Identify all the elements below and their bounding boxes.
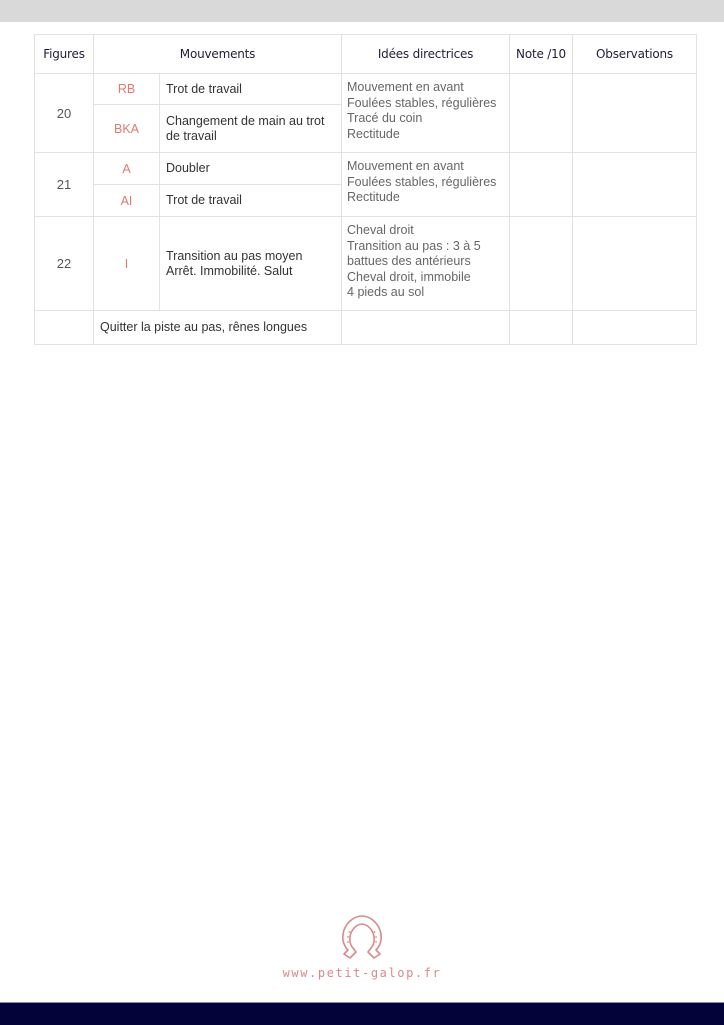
figure-number	[35, 311, 94, 345]
header-mouvements: Mouvements	[94, 35, 342, 74]
idees-directrices	[342, 311, 510, 345]
movement-label: Trot de travail	[160, 74, 342, 105]
figure-number: 20	[35, 74, 94, 153]
table-row	[35, 74, 697, 105]
footer-website-link[interactable]: www.petit-galop.fr	[282, 966, 442, 980]
observations-cell[interactable]	[573, 153, 697, 217]
header-figures: Figures	[35, 35, 94, 74]
movement-code: A	[94, 153, 160, 185]
observations-cell[interactable]	[573, 217, 697, 311]
movement-label: Trot de travail	[160, 185, 342, 217]
note-cell[interactable]	[510, 311, 573, 345]
movement-code: BKA	[94, 105, 160, 153]
movement-label: Doubler	[160, 153, 342, 185]
movement-label: Transition au pas moyen Arrêt. Immobilité. Salut	[160, 217, 342, 311]
table-header-row	[35, 35, 697, 74]
observations-cell[interactable]	[573, 311, 697, 345]
table-row	[35, 153, 697, 185]
movement-label: Changement de main au trot de travail	[160, 105, 342, 153]
movement-code: RB	[94, 74, 160, 105]
header-idees: Idées directrices	[342, 35, 510, 74]
figure-number: 22	[35, 217, 94, 311]
idees-directrices: Mouvement en avant Foulées stables, régulières Tracé du coin Rectitude	[342, 74, 510, 153]
dressage-test-table	[34, 34, 697, 345]
note-cell[interactable]	[510, 153, 573, 217]
top-bar	[0, 0, 724, 22]
horseshoe-icon	[340, 914, 384, 960]
movement-code: I	[94, 217, 160, 311]
observations-cell[interactable]	[573, 74, 697, 153]
note-cell[interactable]	[510, 217, 573, 311]
bottom-bar	[0, 1002, 724, 1025]
movement-code: AI	[94, 185, 160, 217]
header-observations: Observations	[573, 35, 697, 74]
note-cell[interactable]	[510, 74, 573, 153]
header-note: Note /10	[510, 35, 573, 74]
final-movement-label: Quitter la piste au pas, rênes longues	[94, 311, 342, 345]
table-row	[35, 217, 697, 311]
idees-directrices: Cheval droit Transition au pas : 3 à 5 battues des antérieurs Cheval droit, immobile 4 pieds au sol	[342, 217, 510, 311]
figure-number: 21	[35, 153, 94, 217]
idees-directrices: Mouvement en avant Foulées stables, régulières Rectitude	[342, 153, 510, 217]
table-row-final	[35, 311, 697, 345]
